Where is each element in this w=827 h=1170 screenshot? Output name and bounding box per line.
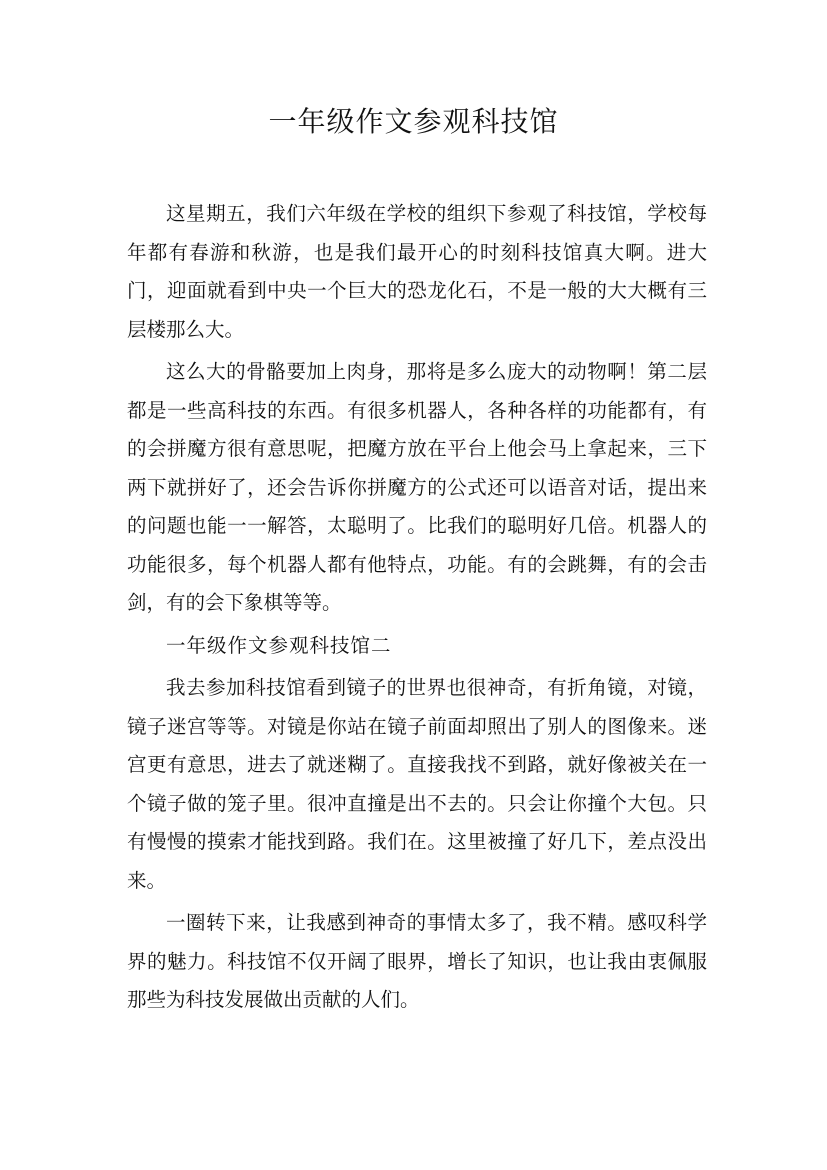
paragraph-1: 这星期五，我们六年级在学校的组织下参观了科技馆，学校每年都有春游和秋游，也是我们最开心的时刻科技馆真大啊。进大门，迎面就看到中央一个巨大的恐龙化石，不是一般的大大概有三层楼那么大。 <box>127 202 707 341</box>
paragraph-2: 这么大的骨骼要加上肉身，那将是多么庞大的动物啊！第二层都是一些高科技的东西。有很多机器人，各种各样的功能都有，有的会拼魔方很有意思呢，把魔方放在平台上他会马上拿起来，三下两下就拼好了，还会告诉你拼魔方的公式还可以语音对话，提出来的问题也能一一解答，太聪明了。比我们的聪明好几倍。机器人的功能很多，每个机器人都有他特点，功能。有的会跳舞，有的会击剑，有的会下象棋等等。 <box>127 360 707 614</box>
paragraph-3: 我去参加科技馆看到镜子的世界也很神奇，有折角镜，对镜，镜子迷宫等等。对镜是你站在镜子前面却照出了别人的图像来。迷宫更有意思，进去了就迷糊了。直接我找不到路，就好像被关在一个镜子做的笼子里。很冲直撞是出不去的。只会让你撞个大包。只有慢慢的摸索才能找到路。我们在。这里被撞了好几下，差点没出来。 <box>127 676 707 892</box>
document-body <box>127 195 707 1024</box>
section-subheading: 一年级作文参观科技馆二 <box>166 633 392 657</box>
document-title: 一年级作文参观科技馆 <box>268 105 559 138</box>
paragraph-4: 一圈转下来，让我感到神奇的事情太多了，我不精。感叹科学界的魅力。科技馆不仅开阔了眼界，增长了知识，也让我由衷佩服那些为科技发展做出贡献的人们。 <box>127 911 707 1011</box>
